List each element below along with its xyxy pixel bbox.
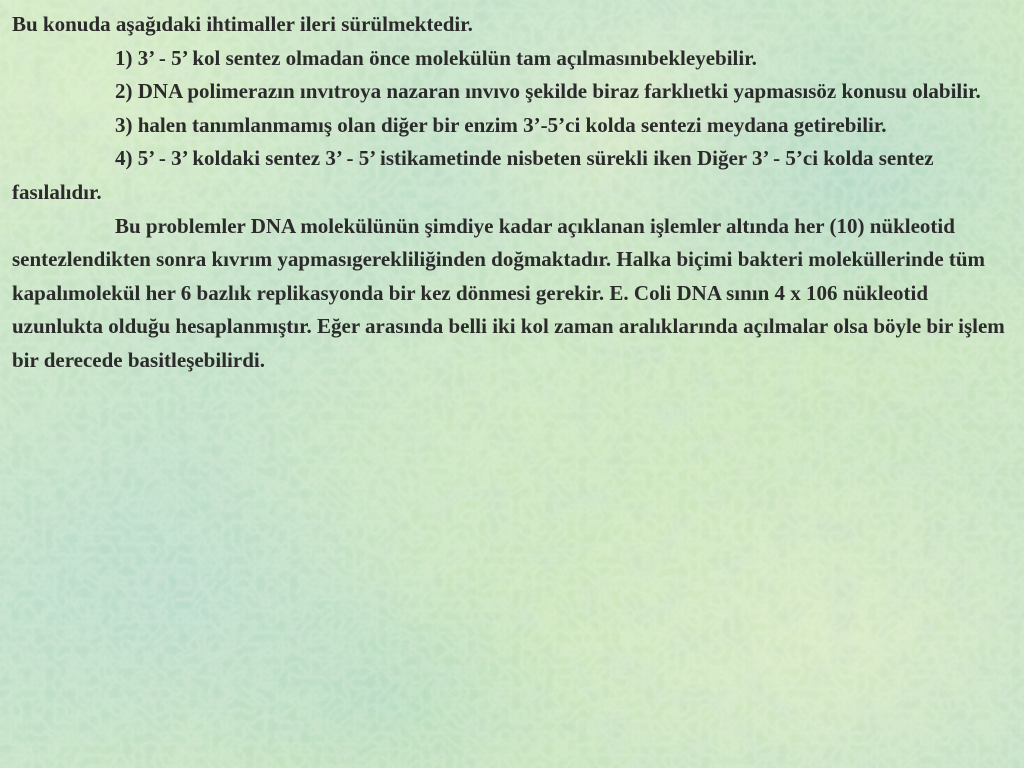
intro-text: Bu konuda aşağıdaki ihtimaller ileri sürülmektedir. bbox=[12, 12, 473, 36]
conclusion-paragraph: Bu problemler DNA molekülünün şimdiye kadar açıklanan işlemler altında her (10) nükleotid sentezlendikten sonra kıvrım yapmasıgerekliliğinden doğmaktadır. Halka biçimi bakteri moleküllerinde tüm kapalımolekül her 6 bazlık replikasyonda bir kez dönmesi gerekir. E. Coli DNA sının 4 x 106 nükleotid uzunlukta olduğu hesaplanmıştır. Eğer arasında belli iki kol zaman aralıklarında açılmalar olsa böyle bir işlem bir derecede basitleşebilirdi. bbox=[12, 213, 1005, 372]
list-item: 4) 5’ - 3’ koldaki sentez 3’ - 5’ istikametinde nisbeten sürekli iken Diğer 3’ - 5’ci kolda sentez fasılalıdır. bbox=[12, 146, 934, 204]
list-item: 2) DNA polimerazın ınvıtroya nazaran ınvıvo şekilde biraz farklıetki yapmasısöz konusu olabilir. bbox=[115, 79, 981, 104]
list-item: 3) halen tanımlanmamış olan diğer bir enzim 3’-5’ci kolda sentezi meydana getirebilir. bbox=[115, 112, 887, 137]
list-item: 1) 3’ - 5’ kol sentez olmadan önce molekülün tam açılmasınıbekleyebilir. bbox=[115, 45, 757, 70]
slide-body bbox=[12, 8, 1016, 378]
